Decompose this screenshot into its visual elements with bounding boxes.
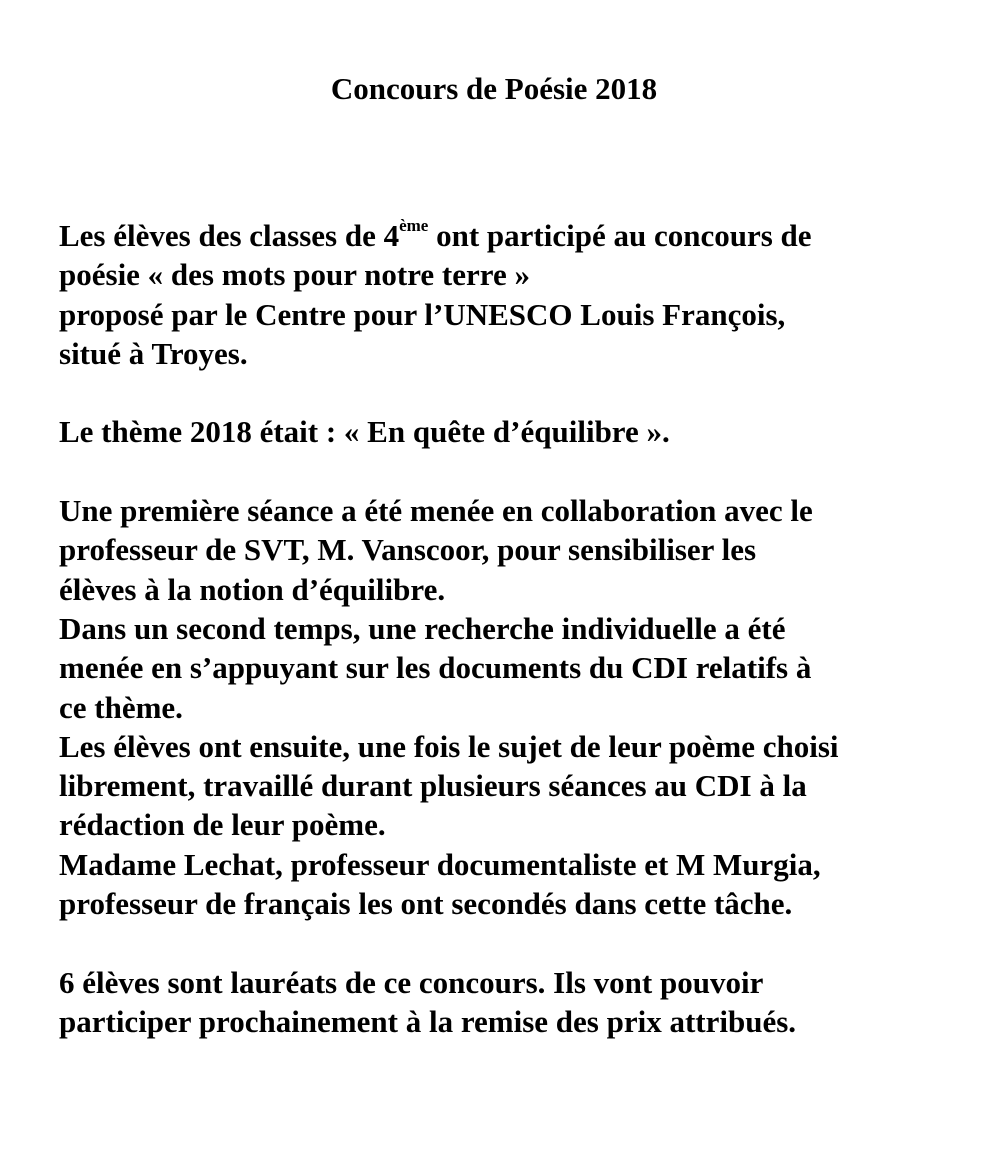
paragraph-2-line-1: Le thème 2018 était : « En quête d’équilibre ». [59,414,670,450]
document-body [59,216,959,1041]
paragraph-3-line-2: professeur de SVT, M. Vanscoor, pour sensibiliser les [59,532,757,568]
line-text: ont participé au concours de [428,218,812,253]
paragraph-3-line-7: Les élèves ont ensuite, une fois le sujet de leur poème choisi [59,728,839,764]
page-title: Concours de Poésie 2018 [330,71,658,106]
paragraph-3-line-3: élèves à la notion d’équilibre. [59,571,446,607]
paragraph-3-line-9: rédaction de leur poème. [59,807,386,843]
paragraph-1-line-3: proposé par le Centre pour l’UNESCO Louis François, [59,296,786,332]
paragraph-1-line-4: situé à Troyes. [59,335,248,371]
paragraph-spacer [59,923,959,962]
paragraph-3-line-11: professeur de français les ont secondés dans cette tâche. [59,886,793,922]
paragraph-3-line-6: ce thème. [59,689,183,725]
paragraph-3-line-10: Madame Lechat, professeur documentaliste et M Murgia, [59,846,821,882]
line-text: Les élèves des classes de 4 [59,218,400,253]
superscript-text: ème [399,215,429,235]
paragraph-3-line-5: menée en s’appuyant sur les documents du CDI relatifs à [59,650,812,686]
paragraph-spacer [59,452,959,491]
paragraph-3-line-1: Une première séance a été menée en collaboration avec le [59,493,813,529]
paragraph-4-line-2: participer prochainement à la remise des prix attribués. [59,1003,797,1039]
paragraph-1-line-1 [59,216,959,255]
paragraph-spacer [59,373,959,412]
paragraph-1-line-2: poésie « des mots pour notre terre » [59,257,530,293]
paragraph-3-line-4: Dans un second temps, une recherche individuelle a été [59,610,786,646]
paragraph-3-line-8: librement, travaillé durant plusieurs séances au CDI à la [59,768,807,804]
paragraph-4-line-1: 6 élèves sont lauréats de ce concours. Ils vont pouvoir [59,964,764,1000]
